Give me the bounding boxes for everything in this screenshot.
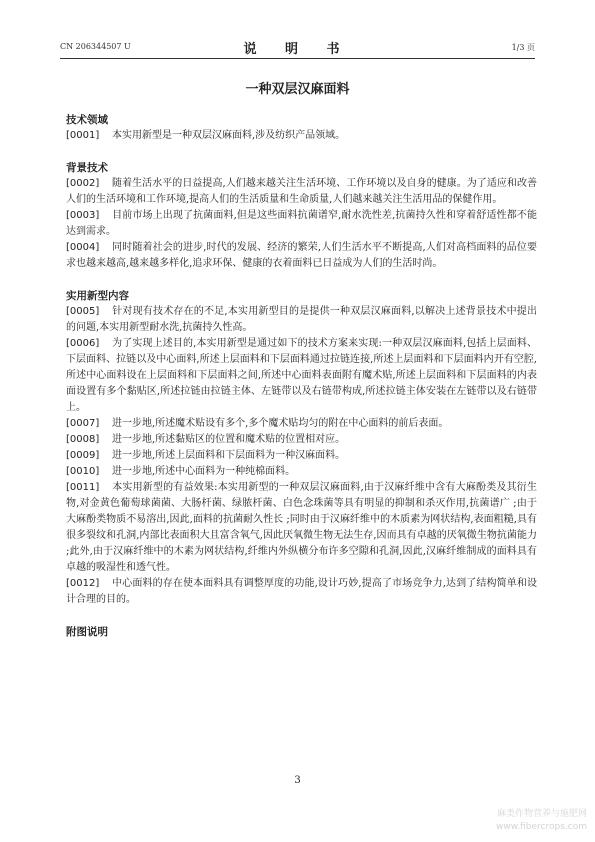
section-heading: 技术领域 <box>66 114 108 126</box>
header-rule <box>60 58 535 59</box>
paragraph-text: 进一步地,所述中心面料为一种纯棉面料。 <box>112 466 296 477</box>
paragraph <box>66 336 537 416</box>
paragraph-text: 为了实现上述目的,本实用新型是通过如下的技术方案来实现:一种双层汉麻面料,包括上层面料、下层面料、拉链以及中心面料,所述上层面料和下层面料通过拉链连接,所述上层面料和下层面料内开有空腔,所述中心面料设在上层面料和下层面料之间,所述中心面料表面附有魔术贴,所述上层面料和下层面料的内表面设置有多个黏贴区,所述拉链由拉链主体、左链带以及右链带构成,所述拉链主体安装在左链带以及右链带上。 <box>66 338 537 413</box>
paragraph-number: [0002] <box>66 178 100 189</box>
paragraph <box>66 448 537 464</box>
document-title: 一种双层汉麻面料 <box>245 82 350 97</box>
paragraph-number: [0010] <box>66 466 100 477</box>
paragraph-number: [0012] <box>66 578 100 589</box>
paragraph <box>66 432 537 448</box>
paragraph <box>66 464 537 480</box>
section-gap <box>66 272 537 288</box>
paragraph-text: 本实用新型的有益效果:本实用新型的一种双层汉麻面料,由于汉麻纤维中含有大麻酚类及其衍生物,对金黄色葡萄球菌菌、大肠杆菌、绿脓杆菌、白色念珠菌等具有明显的抑制和杀灭作用,抗菌谱广 ;由于大麻酚类物质不易溶出,因此,面料的抗菌耐久性长 ;同时由于汉麻纤维中的木质素为网状结构,表面粗糙,具有很多裂纹和孔洞,内部比表面积大且富含氧气,因此厌氧微生物无法生存,因而具有卓越的厌氧微生物抗菌能力 ;此外,由于汉麻纤维中的木素为网状结构,纤维内外纵横分布许多空隙和孔洞,因此,汉麻纤维制成的面料具有卓越的吸湿性和透气性。 <box>66 482 537 573</box>
paragraph-text: 进一步地,所述魔术贴设有多个,多个魔术贴均匀的附在中心面料的前后表面。 <box>112 418 449 429</box>
watermark-url: www.fibercrops.com <box>496 822 587 832</box>
watermark <box>496 808 587 834</box>
section-heading: 实用新型内容 <box>66 290 129 302</box>
page-number: 3 <box>294 775 301 786</box>
paragraph <box>66 304 537 336</box>
paragraph-text: 进一步地,所述黏贴区的位置和魔术贴的位置相对应。 <box>112 434 346 445</box>
paragraph-text: 随着生活水平的日益提高,人们越来越关注生活环境、工作环境以及自身的健康。为了适应和改善人们的生活环境和工作环境,提高人们的生活质量和生命质量,人们越来越关注生活用品的保健作用。 <box>66 178 537 205</box>
paragraph-number: [0007] <box>66 418 100 429</box>
document-type: 说 明 书 <box>243 42 352 57</box>
paragraph-text: 本实用新型是一种双层汉麻面料,涉及纺织产品领域。 <box>112 130 346 141</box>
paragraph-number: [0011] <box>66 482 100 493</box>
paragraph-text: 中心面料的存在使本面料具有调整厚度的功能,设计巧妙,提高了市场竞争力,达到了结构简单和设计合理的目的。 <box>66 578 537 605</box>
paragraph-number: [0006] <box>66 338 100 349</box>
section-gap <box>66 144 537 160</box>
paragraph-number: [0004] <box>66 242 100 253</box>
paragraph <box>66 128 537 144</box>
section-gap <box>66 608 537 624</box>
section-heading: 背景技术 <box>66 162 108 174</box>
page-indicator: 1/3 页 <box>511 43 535 52</box>
paragraph-text: 进一步地,所述上层面料和下层面料为一种汉麻面料。 <box>112 450 346 461</box>
paragraph <box>66 416 537 432</box>
paragraph-number: [0008] <box>66 434 100 445</box>
watermark-name: 麻类作物营养与施肥网 <box>496 809 587 819</box>
document-body <box>66 112 537 640</box>
paragraph <box>66 240 537 272</box>
paragraph-number: [0005] <box>66 306 100 317</box>
paragraph-number: [0009] <box>66 450 100 461</box>
patent-number: CN 206344507 U <box>60 42 131 51</box>
paragraph <box>66 176 537 208</box>
paragraph <box>66 480 537 576</box>
paragraph-number: [0001] <box>66 130 100 141</box>
paragraph-text: 针对现有技术存在的不足,本实用新型目的是提供一种双层汉麻面料,以解决上述背景技术中提出的问题,本实用新型耐水洗,抗菌持久性高。 <box>66 306 537 333</box>
section-heading: 附图说明 <box>66 626 108 638</box>
paragraph-text: 同时随着社会的进步,时代的发展、经济的繁荣,人们生活水平不断提高,人们对高档面料的品位要求也越来越高,越来越多样化,追求环保、健康的衣着面料已日益成为人们的生活时尚。 <box>66 242 537 269</box>
paragraph <box>66 208 537 240</box>
paragraph-number: [0003] <box>66 210 100 221</box>
paragraph <box>66 576 537 608</box>
paragraph-text: 目前市场上出现了抗菌面料,但是这些面料抗菌谱窄,耐水洗性差,抗菌持久性和穿着舒适性都不能达到需求。 <box>66 210 537 237</box>
page-header <box>60 38 535 58</box>
